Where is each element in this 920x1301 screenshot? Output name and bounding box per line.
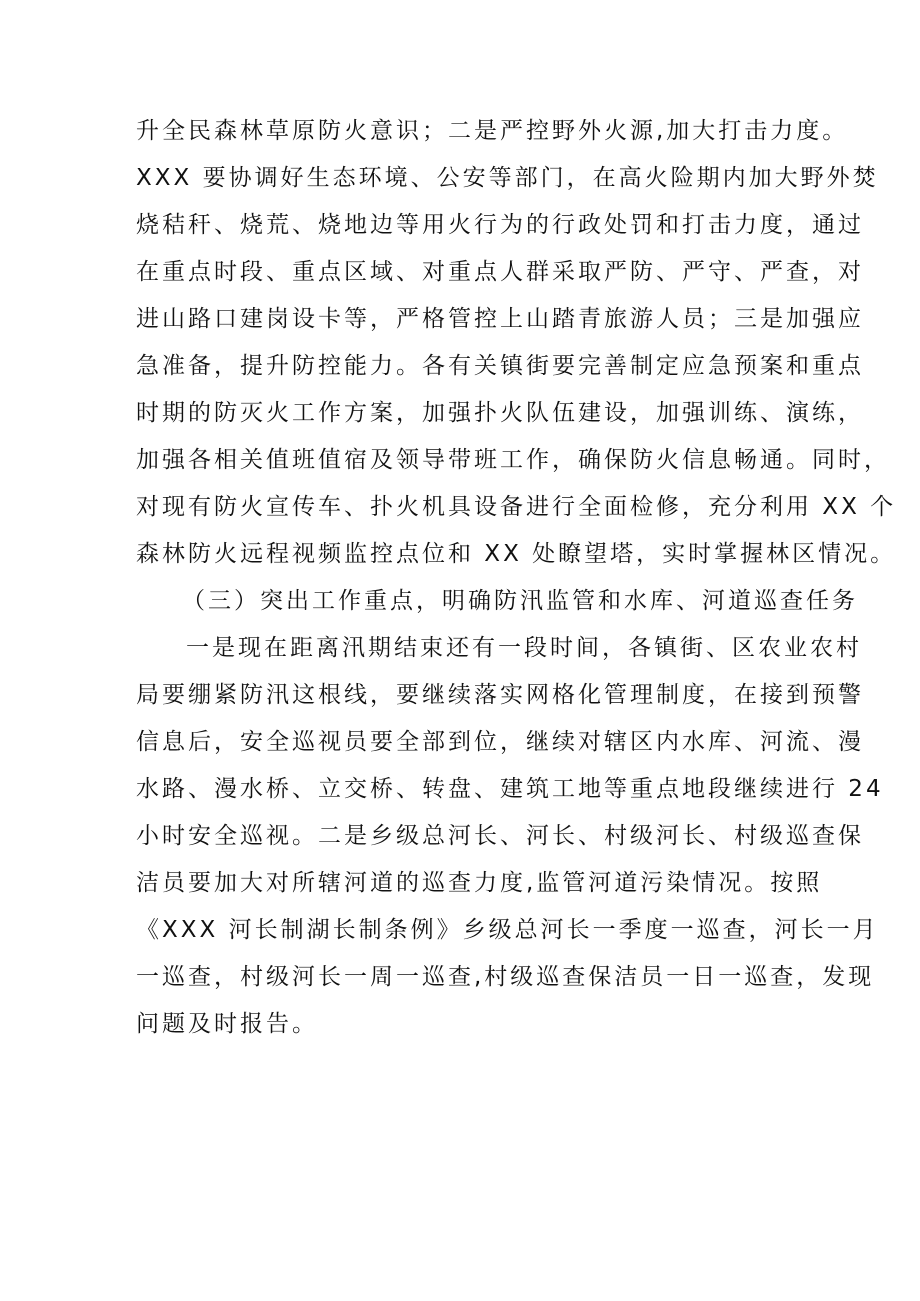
text-line: 信息后，安全巡视员要全部到位，继续对辖区内水库、河流、漫	[136, 729, 864, 755]
text-line: 升全民森林草原防火意识；二是严控野外火源,加大打击力度。	[136, 118, 849, 144]
text-line: 烧秸秆、烧荒、烧地边等用火行为的行政处罚和打击力度，通过	[136, 212, 864, 238]
text-line: 局要绷紧防汛这根线，要继续落实网格化管理制度，在接到预警	[136, 682, 864, 708]
text-line: 进山路口建岗设卡等，严格管控上山踏青旅游人员；三是加强应	[136, 306, 864, 332]
section-heading: （三）突出工作重点，明确防汛监管和水库、河道巡查任务	[182, 588, 858, 614]
text-line: 加强各相关值班值宿及领导带班工作，确保防火信息畅通。同时，	[136, 447, 890, 473]
text-line: 洁员要加大对所辖河道的巡查力度,监管河道污染情况。按照	[136, 870, 823, 896]
text-line: 森林防火远程视频监控点位和 XX 处瞭望塔，实时掌握林区情况。	[136, 541, 897, 567]
text-line: 一巡查，村级河长一周一巡查,村级巡查保洁员一日一巡查，发现	[136, 964, 875, 990]
text-line: 问题及时报告。	[136, 1011, 318, 1037]
text-line: 水路、漫水桥、立交桥、转盘、建筑工地等重点地段继续进行 24	[136, 776, 884, 802]
text-line: 一是现在距离汛期结束还有一段时间，各镇街、区农业农村	[186, 635, 862, 661]
text-line: 在重点时段、重点区域、对重点人群采取严防、严守、严查，对	[136, 259, 864, 285]
text-line: 小时安全巡视。二是乡级总河长、河长、村级河长、村级巡查保	[136, 823, 864, 849]
text-line: 《XXX 河长制湖长制条例》乡级总河长一季度一巡查，河长一月	[136, 917, 879, 943]
text-line: 急准备，提升防控能力。各有关镇街要完善制定应急预案和重点	[136, 353, 864, 379]
text-line: XXX 要协调好生态环境、公安等部门，在高火险期内加大野外焚	[136, 165, 879, 191]
text-line: 时期的防灭火工作方案，加强扑火队伍建设，加强训练、演练，	[136, 400, 864, 426]
text-line: 对现有防火宣传车、扑火机具设备进行全面检修，充分利用 XX 个	[136, 494, 897, 520]
